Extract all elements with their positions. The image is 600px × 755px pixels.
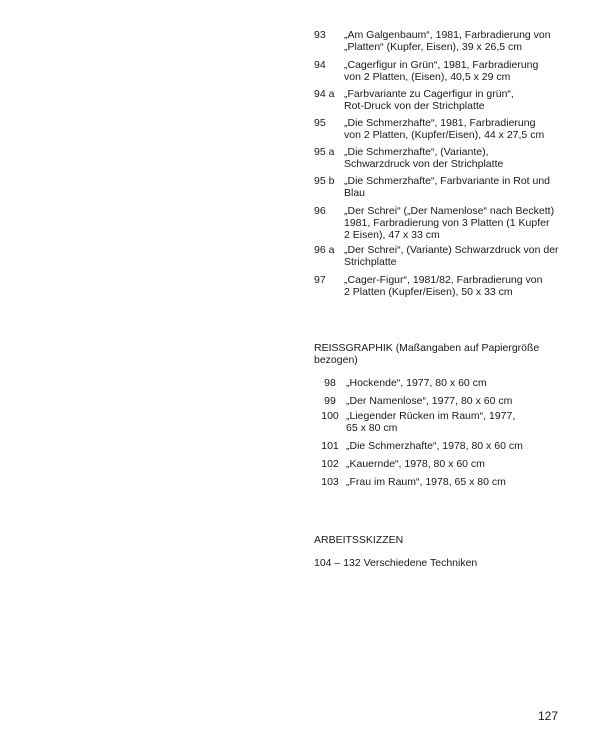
entry-text: „Kauernde“, 1978, 80 x 60 cm [346, 458, 485, 470]
entry-98 [314, 377, 564, 389]
entry-number: 100 [321, 410, 339, 422]
entry-text: „Am Galgenbaum“, 1981, Farbradierung von „Platten“ (Kupfer, Eisen), 39 x 26,5 cm [344, 29, 551, 53]
entry-number: 96 a [314, 244, 335, 256]
entry-text: „Die Schmerzhafte“, 1981, Farbradierung von 2 Platten, (Kupfer/Eisen), 44 x 27,5 cm [344, 117, 545, 141]
page-number: 127 [538, 709, 559, 723]
arbeitsskizzen-item: 104 – 132 Verschiedene Techniken [314, 557, 478, 569]
entry-102 [314, 458, 564, 470]
entry-94 [314, 59, 564, 83]
entry-text: „Hockende“, 1977, 80 x 60 cm [346, 377, 487, 389]
entry-text: „Farbvariante zu Cagerfigur in grün“, Rot-Druck von der Strichplatte [344, 88, 514, 112]
entry-text: „Die Schmerzhafte“, (Variante), Schwarzdruck von der Strichplatte [344, 146, 504, 170]
entry-number: 94 [314, 59, 326, 71]
entry-text: „Cager-Figur“, 1981/82, Farbradierung von 2 Platten (Kupfer/Eisen), 50 x 33 cm [344, 274, 543, 298]
entry-95a [314, 146, 564, 170]
entry-text: „Der Namenlose“, 1977, 80 x 60 cm [346, 395, 513, 407]
entry-number: 95 b [314, 175, 335, 187]
entry-number: 98 [324, 377, 336, 389]
entry-103 [314, 476, 564, 488]
entry-number: 99 [324, 395, 336, 407]
entry-99 [314, 395, 564, 407]
arbeitsskizzen-heading: ARBEITSSKIZZEN [314, 534, 404, 546]
entry-93 [314, 29, 564, 53]
entry-100 [314, 410, 564, 434]
entry-number: 101 [321, 440, 339, 452]
reissgraphik-heading: REISSGRAPHIK (Maßangaben auf Papiergröße bezogen) [314, 342, 540, 366]
entry-number: 97 [314, 274, 326, 286]
entry-97 [314, 274, 564, 298]
entry-94a [314, 88, 564, 112]
entry-101 [314, 440, 564, 452]
entry-number: 95 [314, 117, 326, 129]
entry-95b [314, 175, 564, 199]
entry-96 [314, 205, 564, 241]
entry-number: 94 a [314, 88, 335, 100]
entry-number: 93 [314, 29, 326, 41]
entry-number: 103 [321, 476, 339, 488]
entry-text: „Der Schrei“ („Der Namenlose“ nach Beckett) 1981, Farbradierung von 3 Platten (1 Kupfer 2 Eisen), 47 x 33 cm [344, 205, 555, 241]
entry-text: „Der Schrei“, (Variante) Schwarzdruck von der Strichplatte [344, 244, 559, 268]
entry-text: „Liegender Rücken im Raum“, 1977, 65 x 80 cm [346, 410, 516, 434]
entry-number: 102 [321, 458, 339, 470]
entry-text: „Die Schmerzhafte“, 1978, 80 x 60 cm [346, 440, 523, 452]
entry-number: 95 a [314, 146, 335, 158]
entry-text: „Die Schmerzhafte“, Farbvariante in Rot und Blau [344, 175, 551, 199]
entry-text: „Frau im Raum“, 1978, 65 x 80 cm [346, 476, 506, 488]
entry-number: 96 [314, 205, 326, 217]
entry-text: „Cagerfigur in Grün“, 1981, Farbradierung von 2 Platten, (Eisen), 40,5 x 29 cm [344, 59, 539, 83]
entry-95 [314, 117, 564, 141]
entry-96a [314, 244, 564, 268]
